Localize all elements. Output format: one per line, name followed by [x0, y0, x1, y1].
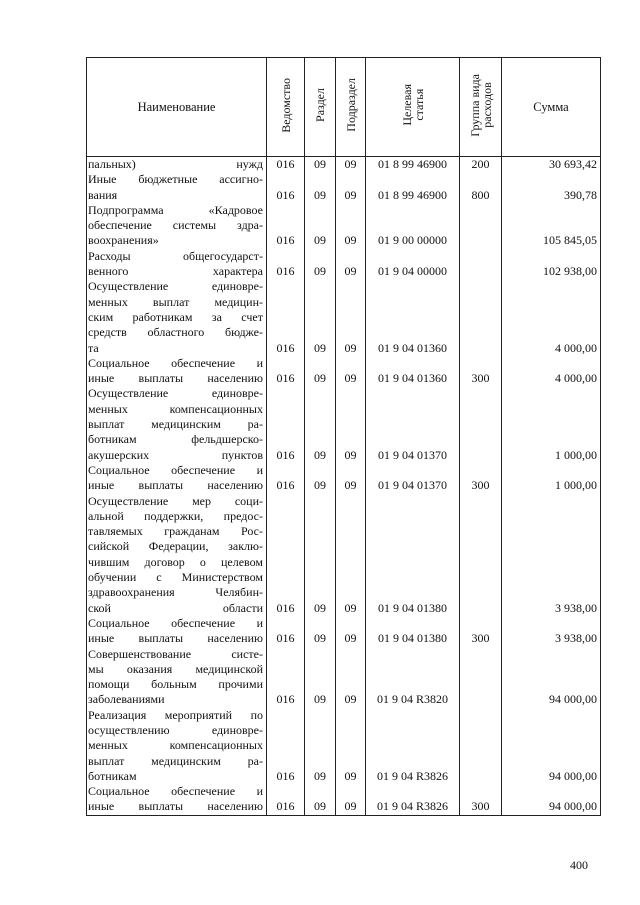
table-row [87, 647, 601, 708]
row-celevaya: 01 9 04 01380 [366, 494, 460, 616]
header-celevaya: Целевая статья [366, 58, 460, 157]
row-name-line: помощи больным прочими [88, 677, 263, 692]
row-podrazdel: 09 [336, 463, 366, 494]
row-name-line: акушерских пунктов [88, 447, 263, 462]
row-gruppa [460, 279, 502, 355]
row-vedomstvo: 016 [267, 157, 305, 173]
row-gruppa: 300 [460, 784, 502, 815]
row-podrazdel: 09 [336, 203, 366, 249]
table-row [87, 708, 601, 784]
row-celevaya: 01 9 00 00000 [366, 203, 460, 249]
row-gruppa [460, 249, 502, 280]
row-razdel: 09 [305, 616, 336, 647]
row-gruppa [460, 494, 502, 616]
row-razdel: 09 [305, 279, 336, 355]
header-vedomstvo: Ведомство [267, 58, 305, 157]
row-name-line: Совершенствование систе- [88, 646, 263, 661]
row-name-line: ским работникам за счет [88, 309, 263, 324]
row-name-line: Осуществление единовре- [88, 279, 263, 294]
row-podrazdel: 09 [336, 494, 366, 616]
table-row [87, 784, 601, 815]
header-summa: Сумма [502, 58, 601, 157]
row-summa: 4 000,00 [502, 356, 601, 387]
row-name-line: та [88, 340, 99, 355]
table-row [87, 356, 601, 387]
row-razdel: 09 [305, 647, 336, 708]
row-podrazdel: 09 [336, 616, 366, 647]
table-header [87, 58, 601, 157]
header-podrazdel: Подраздел [336, 58, 366, 157]
row-name [87, 157, 267, 173]
row-gruppa [460, 647, 502, 708]
row-vedomstvo: 016 [267, 172, 305, 203]
row-summa: 390,78 [502, 172, 601, 203]
table-row [87, 279, 601, 355]
row-name-line: тавляемых гражданам Рос- [88, 524, 263, 539]
row-vedomstvo: 016 [267, 463, 305, 494]
row-name-line: обучении с Министерством [88, 570, 263, 585]
row-celevaya: 01 9 04 R3826 [366, 708, 460, 784]
row-summa: 102 938,00 [502, 249, 601, 280]
budget-table [86, 57, 601, 816]
row-name [87, 356, 267, 387]
table-row [87, 386, 601, 462]
header-name: Наименование [87, 58, 267, 157]
row-celevaya: 01 9 04 01380 [366, 616, 460, 647]
row-podrazdel: 09 [336, 647, 366, 708]
row-podrazdel: 09 [336, 784, 366, 815]
row-summa: 4 000,00 [502, 279, 601, 355]
row-name-line: Подпрограмма «Кадровое [88, 202, 263, 217]
row-razdel: 09 [305, 172, 336, 203]
row-summa: 94 000,00 [502, 708, 601, 784]
row-name-line: заболеваниями [88, 692, 165, 707]
header-gruppa: Группа вида расходов [460, 58, 502, 157]
row-gruppa: 800 [460, 172, 502, 203]
row-summa: 3 938,00 [502, 616, 601, 647]
row-name [87, 616, 267, 647]
row-vedomstvo: 016 [267, 708, 305, 784]
row-name-line: Социальное обеспечение и [88, 615, 263, 630]
row-gruppa: 300 [460, 356, 502, 387]
row-name-line: чившим договор о целевом [88, 554, 263, 569]
table-row [87, 616, 601, 647]
row-name [87, 203, 267, 249]
row-name-line: венного характера [88, 264, 263, 279]
row-name-line: Реализация мероприятий по [88, 707, 263, 722]
row-name-line: Социальное обеспечение и [88, 462, 263, 477]
row-name [87, 647, 267, 708]
table-row [87, 172, 601, 203]
table-body [87, 157, 601, 816]
row-celevaya: 01 9 04 R3820 [366, 647, 460, 708]
row-podrazdel: 09 [336, 386, 366, 462]
row-razdel: 09 [305, 356, 336, 387]
row-name-line: ской области [88, 600, 263, 615]
row-gruppa: 200 [460, 157, 502, 173]
row-celevaya: 01 9 04 01360 [366, 279, 460, 355]
row-name-line: Иные бюджетные ассигно- [88, 172, 263, 187]
row-name-line: мы оказания медицинской [88, 661, 263, 676]
row-name-line: ботникам фельдшерско- [88, 432, 263, 447]
row-razdel: 09 [305, 494, 336, 616]
row-name-line: иные выплаты населению [88, 631, 263, 646]
row-vedomstvo: 016 [267, 494, 305, 616]
row-gruppa [460, 203, 502, 249]
row-vedomstvo: 016 [267, 784, 305, 815]
row-summa: 105 845,05 [502, 203, 601, 249]
row-razdel: 09 [305, 463, 336, 494]
row-name-line: Социальное обеспечение и [88, 355, 263, 370]
row-celevaya: 01 8 99 46900 [366, 157, 460, 173]
row-name-line: осуществлению единовре- [88, 722, 263, 737]
row-name [87, 784, 267, 815]
row-vedomstvo: 016 [267, 279, 305, 355]
row-name-line: сийской Федерации, заклю- [88, 539, 263, 554]
row-name-line: пальных) нужд [88, 157, 263, 171]
row-name-line: вания [88, 187, 118, 202]
row-name-line: Социальное обеспечение и [88, 784, 263, 799]
row-vedomstvo: 016 [267, 249, 305, 280]
row-name [87, 279, 267, 355]
row-vedomstvo: 016 [267, 616, 305, 647]
row-summa: 1 000,00 [502, 463, 601, 494]
row-name-line: средств областного бюдже- [88, 325, 263, 340]
row-razdel: 09 [305, 157, 336, 173]
row-podrazdel: 09 [336, 249, 366, 280]
row-vedomstvo: 016 [267, 356, 305, 387]
row-name [87, 172, 267, 203]
row-name-line: Расходы общегосударст- [88, 248, 263, 263]
row-vedomstvo: 016 [267, 647, 305, 708]
row-celevaya: 01 9 04 01370 [366, 386, 460, 462]
row-podrazdel: 09 [336, 157, 366, 173]
row-summa: 1 000,00 [502, 386, 601, 462]
row-celevaya: 01 9 04 01370 [366, 463, 460, 494]
row-razdel: 09 [305, 249, 336, 280]
header-razdel: Раздел [305, 58, 336, 157]
row-name-line: альной поддержки, предос- [88, 508, 263, 523]
table-row [87, 494, 601, 616]
row-name-line: иные выплаты населению [88, 799, 263, 814]
row-name-line: иные выплаты населению [88, 478, 263, 493]
row-razdel: 09 [305, 708, 336, 784]
row-name [87, 708, 267, 784]
row-name-line: менных компенсационных [88, 401, 263, 416]
row-name-line: Осуществление единовре- [88, 386, 263, 401]
row-podrazdel: 09 [336, 172, 366, 203]
row-name-line: выплат медицинским ра- [88, 417, 263, 432]
row-name-line: обеспечение системы здра- [88, 218, 263, 233]
row-celevaya: 01 9 04 R3826 [366, 784, 460, 815]
row-name-line: Осуществление мер соци- [88, 493, 263, 508]
row-celevaya: 01 8 99 46900 [366, 172, 460, 203]
table-row [87, 463, 601, 494]
row-name-line: иные выплаты населению [88, 371, 263, 386]
page-number: 400 [570, 858, 588, 872]
row-name [87, 463, 267, 494]
row-podrazdel: 09 [336, 279, 366, 355]
row-gruppa: 300 [460, 463, 502, 494]
row-name-line: воохранения» [88, 233, 159, 248]
row-vedomstvo: 016 [267, 203, 305, 249]
row-summa: 3 938,00 [502, 494, 601, 616]
row-vedomstvo: 016 [267, 386, 305, 462]
table-row [87, 249, 601, 280]
row-razdel: 09 [305, 784, 336, 815]
row-summa: 94 000,00 [502, 784, 601, 815]
row-name [87, 386, 267, 462]
row-gruppa: 300 [460, 616, 502, 647]
row-celevaya: 01 9 04 00000 [366, 249, 460, 280]
table-row [87, 157, 601, 173]
table-row [87, 203, 601, 249]
row-celevaya: 01 9 04 01360 [366, 356, 460, 387]
row-name-line: здравоохранения Челябин- [88, 585, 263, 600]
row-razdel: 09 [305, 386, 336, 462]
row-name-line: менных выплат медицин- [88, 294, 263, 309]
row-podrazdel: 09 [336, 356, 366, 387]
row-name-line: менных компенсационных [88, 738, 263, 753]
row-name-line: выплат медицинским ра- [88, 753, 263, 768]
row-summa: 30 693,42 [502, 157, 601, 173]
row-gruppa [460, 708, 502, 784]
row-razdel: 09 [305, 203, 336, 249]
row-podrazdel: 09 [336, 708, 366, 784]
row-summa: 94 000,00 [502, 647, 601, 708]
row-gruppa [460, 386, 502, 462]
row-name [87, 249, 267, 280]
row-name-line: ботникам [88, 768, 137, 783]
row-name [87, 494, 267, 616]
